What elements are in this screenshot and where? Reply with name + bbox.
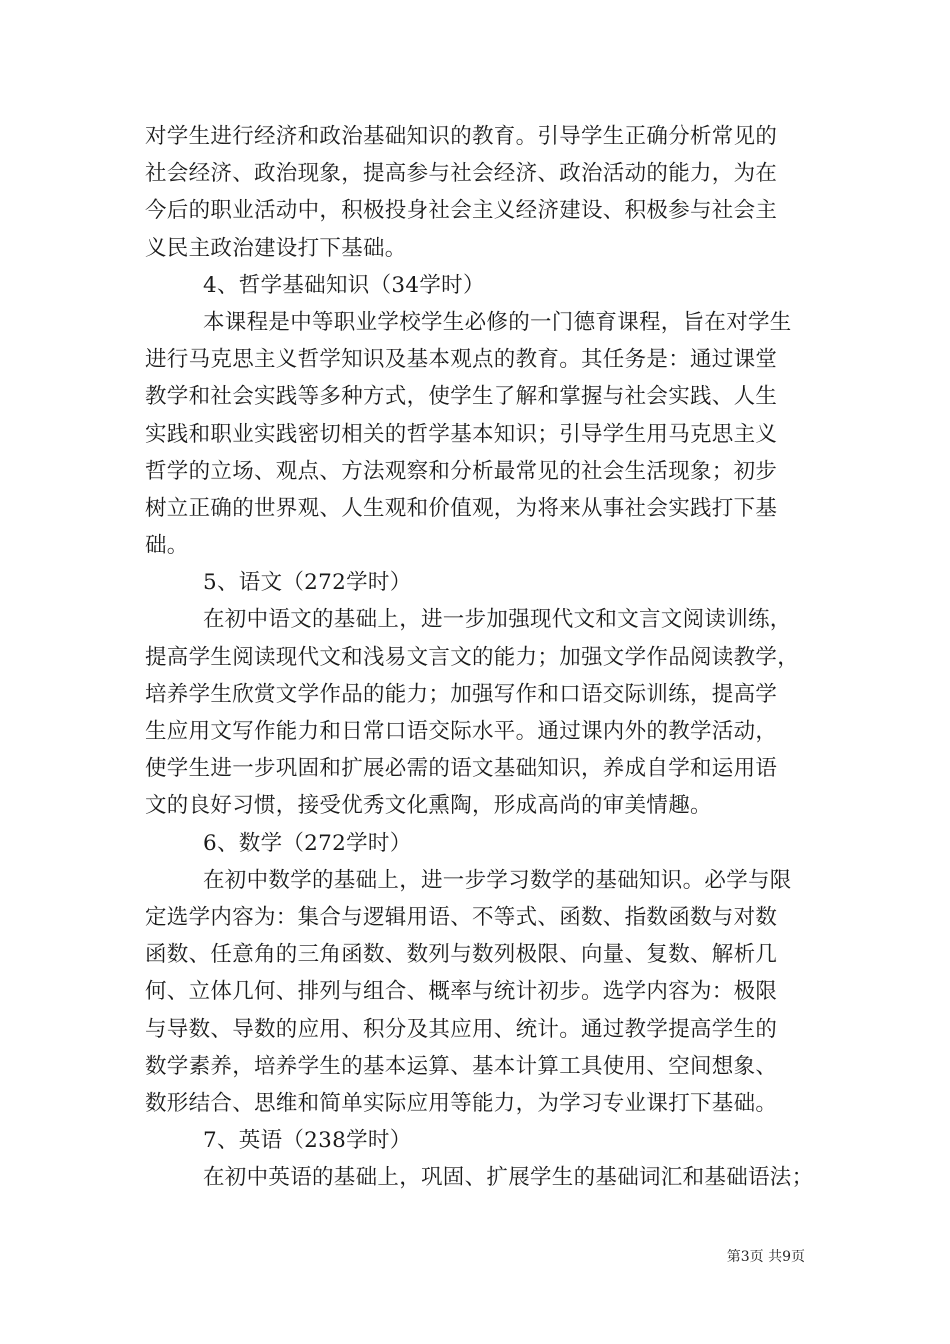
page-number: 第3页 共9页	[726, 1249, 805, 1265]
text-line: 社会经济、政治现象，提高参与社会经济、政治活动的能力，为在	[145, 161, 778, 187]
text-line: 与导数、导数的应用、积分及其应用、统计。通过教学提高学生的	[145, 1016, 778, 1042]
text-line: 实践和职业实践密切相关的哲学基本知识；引导学生用马克思主义	[145, 421, 778, 447]
text-line: 使学生进一步巩固和扩展必需的语文基础知识，养成自学和运用语	[145, 756, 778, 782]
text-line: 本课程是中等职业学校学生必修的一门德育课程，旨在对学生	[203, 309, 792, 335]
text-line: 5、语文（272学时）	[203, 570, 412, 596]
text-line: 在初中数学的基础上，进一步学习数学的基础知识。必学与限	[203, 867, 792, 893]
text-line: 义民主政治建设打下基础。	[145, 235, 407, 261]
text-line: 生应用文写作能力和日常口语交际水平。通过课内外的教学活动，	[145, 719, 778, 744]
text-line: 何、立体几何、排列与组合、概率与统计初步。选学内容为：极限	[145, 979, 778, 1005]
text-line: 础。	[145, 533, 189, 559]
text-line: 对学生进行经济和政治基础知识的教育。引导学生正确分析常见的	[145, 124, 778, 149]
text-line: 今后的职业活动中，积极投身社会主义经济建设、积极参与社会主	[145, 198, 778, 224]
text-line: 函数、任意角的三角函数、数列与数列极限、向量、复数、解析几	[145, 942, 778, 968]
text-line: 数形结合、思维和简单实际应用等能力，为学习专业课打下基础。	[145, 1090, 778, 1116]
text-line: 4、哲学基础知识（34学时）	[203, 272, 485, 298]
text-line: 教学和社会实践等多种方式，使学生了解和掌握与社会实践、人生	[145, 384, 778, 410]
text-line: 数学素养，培养学生的基本运算、基本计算工具使用、空间想象、	[145, 1053, 778, 1079]
text-line: 提高学生阅读现代文和浅易文言文的能力；加强文学作品阅读教学，	[145, 644, 800, 670]
text-line: 哲学的立场、观点、方法观察和分析最常见的社会生活现象；初步	[145, 458, 778, 484]
text-line: 6、数学（272学时）	[203, 830, 412, 856]
text-line: 培养学生欣赏文学作品的能力；加强写作和口语交际训练，提高学	[145, 681, 778, 707]
text-line: 7、英语（238学时）	[203, 1128, 412, 1154]
text-line: 树立正确的世界观、人生观和价值观，为将来从事社会实践打下基	[145, 495, 778, 521]
text-line: 文的良好习惯，接受优秀文化熏陶，形成高尚的审美情趣。	[145, 793, 712, 819]
text-line: 进行马克思主义哲学知识及基本观点的教育。其任务是：通过课堂	[145, 347, 778, 373]
document-body	[145, 118, 825, 1196]
text-line: 定选学内容为：集合与逻辑用语、不等式、函数、指数函数与对数	[145, 904, 778, 930]
text-line: 在初中英语的基础上，巩固、扩展学生的基础词汇和基础语法；	[203, 1165, 814, 1191]
text-line: 在初中语文的基础上，进一步加强现代文和文言文阅读训练，	[203, 607, 792, 633]
